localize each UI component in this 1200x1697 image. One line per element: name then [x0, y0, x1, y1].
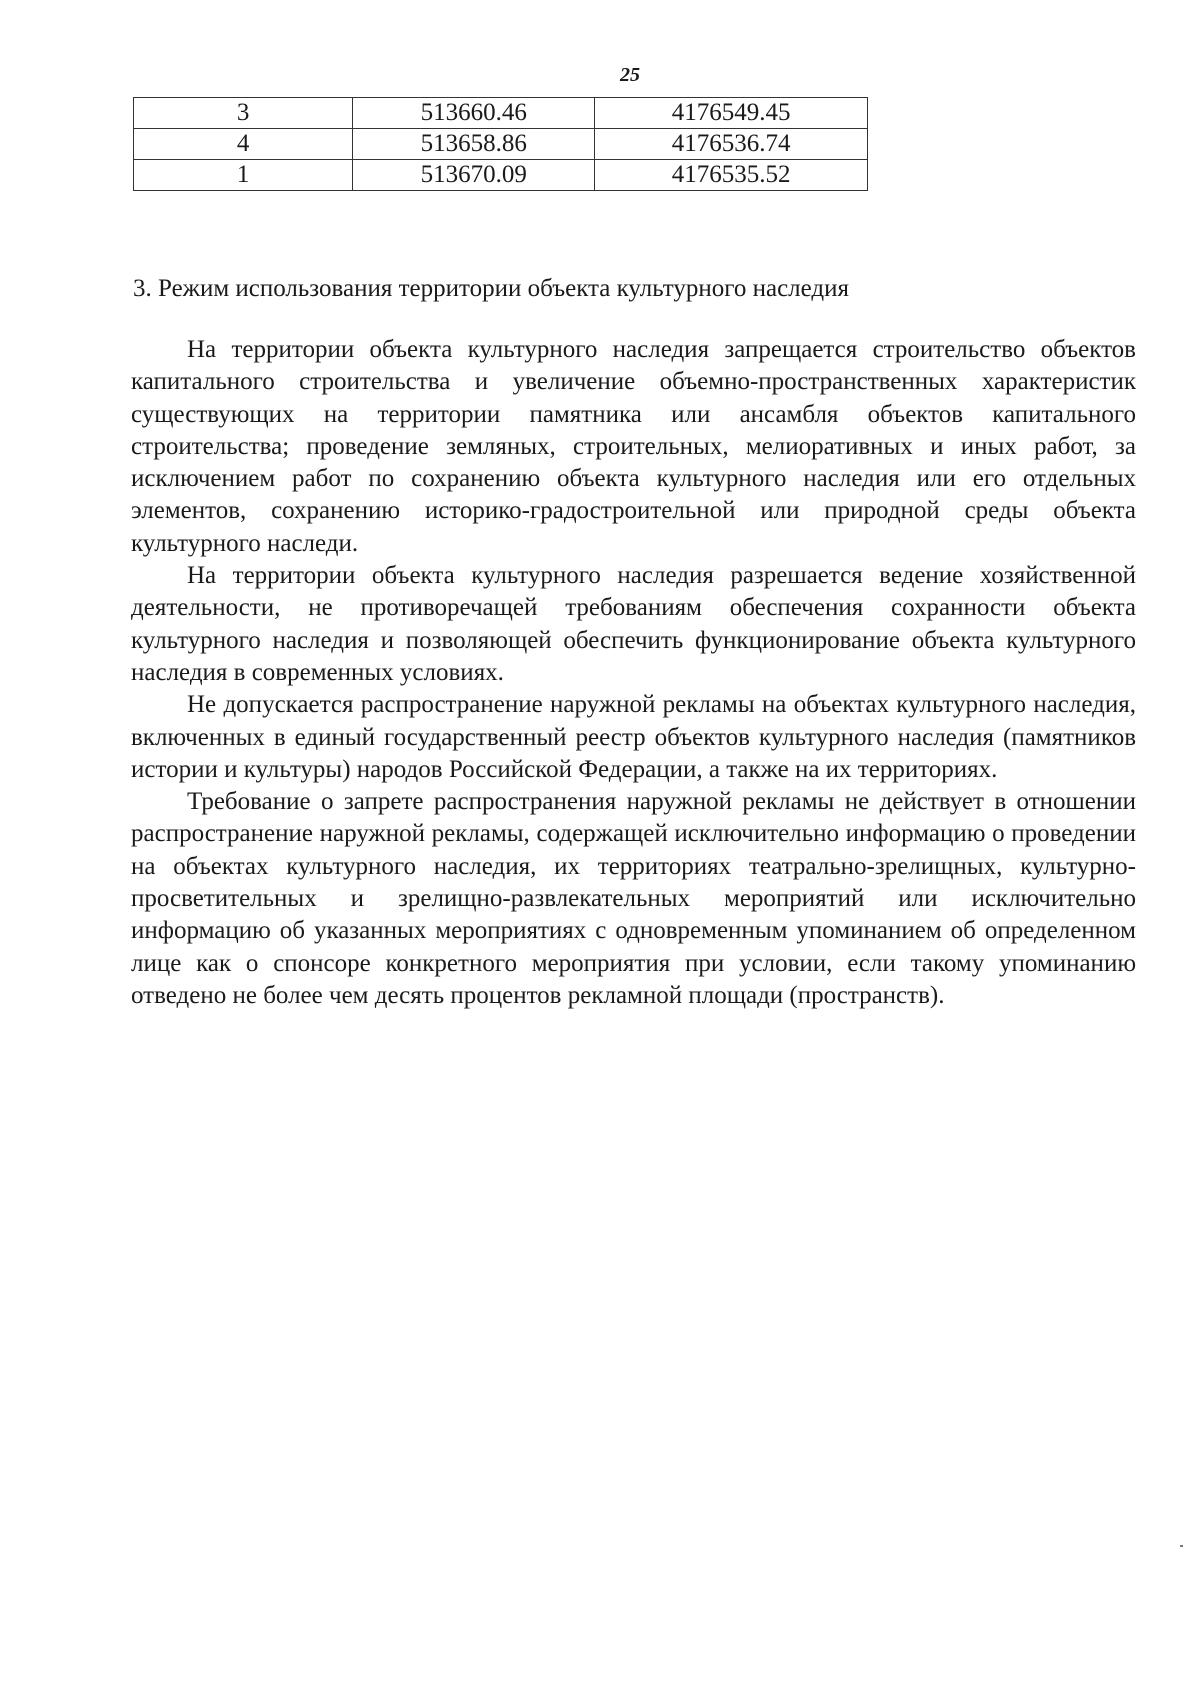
section-heading: 3. Режим использования территории объекта культурного наследия: [133, 275, 850, 302]
table-row: [134, 129, 868, 160]
paragraph-advertising-exception: Требование о запрете распространения наружной рекламы не действует в отношении распространение наружной рекламы, содержащей исключительно информацию о проведении на объектах культурного наследия, их территориях театрально-зрелищных, культурно-просветительных и зрелищно-развлекательных мероприятий или исключительно информацию об указанных мероприятиях с одновременным упоминанием об определенном лице как о спонсоре конкретного мероприятия при условии, если такому упоминанию отведено не более чем десять процентов рекламной площади (пространств).: [131, 788, 1136, 1009]
table-cell-point: 3: [134, 98, 353, 129]
table-row: [134, 160, 868, 191]
table-cell-point: 1: [134, 160, 353, 191]
table-cell-y: 4176536.74: [595, 129, 868, 160]
table-row: [134, 98, 868, 129]
table-cell-x: 513670.09: [353, 160, 595, 191]
section-body: [131, 334, 1136, 1012]
paragraph-advertising-ban: Не допускается распространение наружной рекламы на объектах культурного наследия, включенных в единый государственный реестр объектов культурного наследия (памятников истории и культуры) народов Российской Федерации, а также на их территориях.: [131, 691, 1136, 783]
table-cell-y: 4176535.52: [595, 160, 868, 191]
table-cell-x: 513658.86: [353, 129, 595, 160]
paragraph-permitted-activity: На территории объекта культурного наследия разрешается ведение хозяйственной деятельности, не противоречащей требованиям обеспечения сохранности объекта культурного наследия и позволяющей обеспечить функционирование объекта культурного наследия в современных условиях.: [131, 562, 1136, 686]
table-cell-x: 513660.46: [353, 98, 595, 129]
table-cell-point: 4: [134, 129, 353, 160]
coordinate-table: [133, 97, 868, 191]
table-cell-y: 4176549.45: [595, 98, 868, 129]
scan-speck: [1180, 1545, 1183, 1547]
paragraph-construction-ban: На территории объекта культурного наследия запрещается строительство объектов капитального строительства и увеличение объемно-пространственных характеристик существующих на территории памятника или ансамбля объектов капитального строительства; проведение земляных, строительных, мелиоративных и иных работ, за исключением работ по сохранению объекта культурного наследия или его отдельных элементов, сохранению историко-градостроительной или природной среды объекта культурного наследи.: [131, 336, 1136, 557]
page-number: 25: [620, 64, 640, 86]
